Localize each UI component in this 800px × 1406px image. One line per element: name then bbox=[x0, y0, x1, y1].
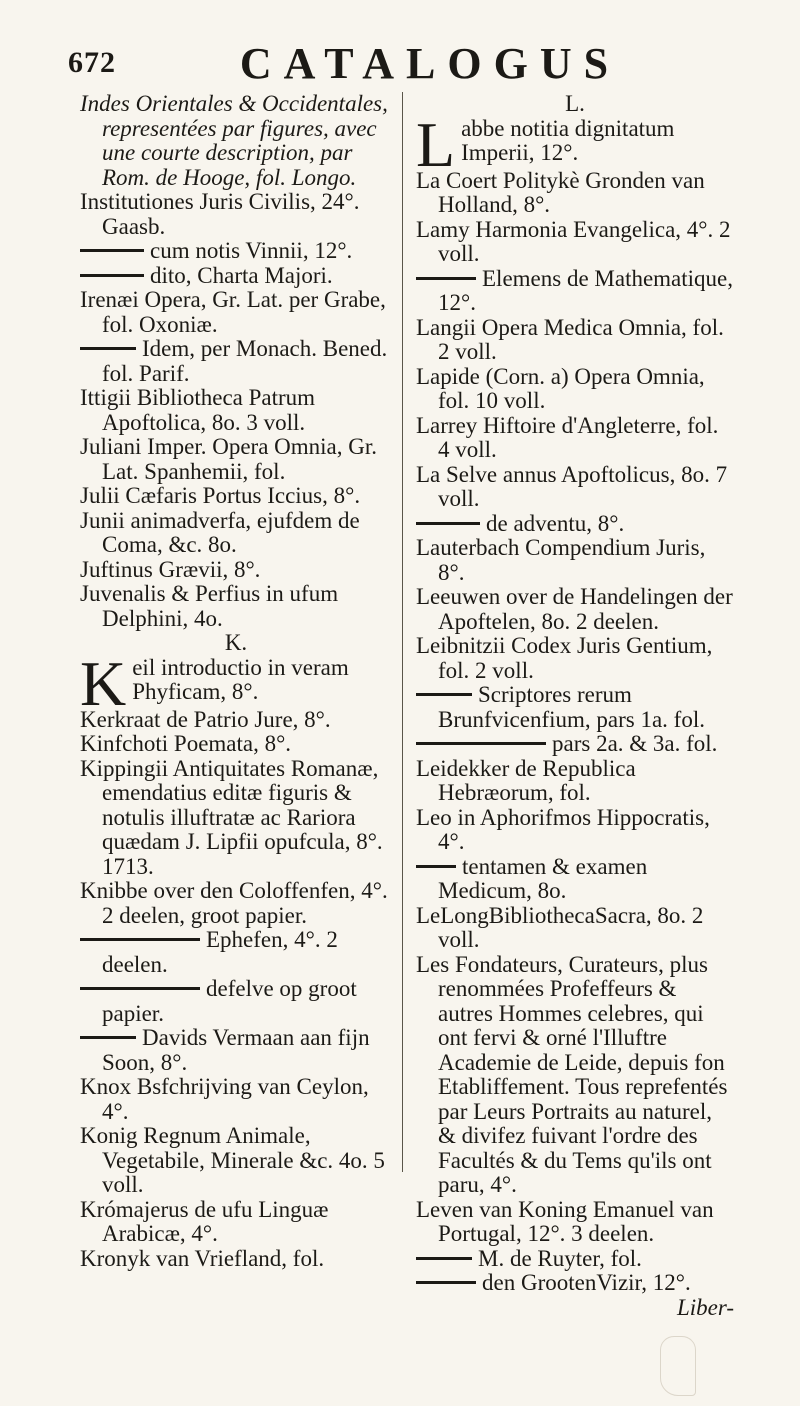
left-column bbox=[80, 92, 392, 1271]
entry-text: Ephefen, 4°. 2 deelen. bbox=[102, 927, 338, 977]
ditto-dash bbox=[80, 274, 144, 277]
entry-text: Juvenalis & Perfius in ufum Delphini, 4o. bbox=[80, 581, 339, 631]
entry-davids bbox=[80, 1026, 392, 1075]
ditto-dash bbox=[80, 249, 144, 252]
entry-text: dito, Charta Majori. bbox=[150, 262, 333, 288]
entry-text: Davids Vermaan aan fijn Soon, 8°. bbox=[102, 1025, 370, 1075]
entry-juvenalis bbox=[80, 582, 392, 631]
entry-text: Leo in Aphorifmos Hippocratis, 4°. bbox=[416, 804, 710, 854]
right-column bbox=[416, 92, 734, 1320]
entry-ittigii bbox=[80, 386, 392, 435]
entry-selve bbox=[416, 463, 734, 512]
entry-text: LeLongBibliothecaSacra, 8o. 2 voll. bbox=[416, 902, 704, 952]
entry-scriptores bbox=[416, 683, 734, 732]
entry-text: Juftinus Grævii, 8°. bbox=[80, 556, 261, 582]
entry-irenaei-idem bbox=[80, 337, 392, 386]
entry-junii bbox=[80, 509, 392, 558]
entry-juliani bbox=[80, 435, 392, 484]
entry-text: Irenæi Opera, Gr. Lat. per Grabe, fol. Oxoniæ. bbox=[80, 287, 386, 337]
entry-coert bbox=[416, 169, 734, 218]
entry-text: Institutiones Juris Civilis, 24°. Gaasb. bbox=[80, 189, 360, 239]
letter-k: K. bbox=[224, 630, 248, 655]
entry-langii bbox=[416, 316, 734, 365]
entry-text: Leibnitzii Codex Juris Gentium, fol. 2 voll. bbox=[416, 633, 713, 683]
entry-text: Lamy Harmonia Evangelica, 4°. 2 voll. bbox=[416, 216, 731, 266]
entry-text: tentamen & examen Medicum, 8o. bbox=[438, 853, 648, 903]
entry-vizir bbox=[416, 1271, 734, 1296]
entry-text: Kippingii Antiquitates Romanæ, emendatius editæ figuris & notulis illuftratæ ac Rariora quædam J. Lipfii opufcula, 8°. 1713. bbox=[80, 755, 383, 879]
ditto-dash bbox=[416, 742, 546, 745]
entry-text: Kerkraat de Patrio Jure, 8°. bbox=[80, 706, 331, 732]
entry-text: Knibbe over den Coloffenfen, 4°. 2 deelen, groot papier. bbox=[80, 878, 388, 928]
entry-kinfchoti bbox=[80, 732, 392, 757]
entry-text: Junii animadverfa, ejufdem de Coma, &c. 8o. bbox=[80, 507, 360, 557]
entry-justinus bbox=[80, 558, 392, 583]
entry-julii bbox=[80, 484, 392, 509]
entry-leibnitzii bbox=[416, 634, 734, 683]
entry-tentamen bbox=[416, 855, 734, 904]
entry-knox bbox=[80, 1075, 392, 1124]
entry-text: Knox Bsfchrijving van Ceylon, 4°. bbox=[80, 1074, 369, 1124]
entry-text: defelve op groot papier. bbox=[102, 976, 357, 1026]
entry-lamy bbox=[416, 218, 734, 267]
entry-text: Idem, per Monach. Bened. fol. Parif. bbox=[102, 336, 388, 386]
entry-kromajerus bbox=[80, 1198, 392, 1247]
page-title: CATALOGUS bbox=[239, 39, 621, 88]
entry-indes bbox=[80, 92, 392, 190]
entry-knibbe bbox=[80, 879, 392, 928]
entry-kerkraat bbox=[80, 708, 392, 733]
entry-text: den GrootenVizir, 12°. bbox=[482, 1270, 691, 1295]
entry-text: Juliani Imper. Opera Omnia, Gr. Lat. Spanhemii, fol. bbox=[80, 434, 378, 484]
entry-text: Lauterbach Compendium Juris, 8°. bbox=[416, 535, 706, 585]
entry-adventu bbox=[416, 512, 734, 537]
ditto-dash bbox=[416, 1281, 476, 1284]
catchword: Liber- bbox=[676, 1294, 734, 1320]
letter-l: L. bbox=[565, 91, 585, 116]
ditto-dash bbox=[416, 865, 456, 868]
drop-capital: L bbox=[416, 108, 456, 180]
entry-text: Konig Regnum Animale, Vegetabile, Minerale &c. 4o. 5 voll. bbox=[80, 1123, 385, 1197]
entry-text: Kinfchoti Poemata, 8°. bbox=[80, 731, 292, 756]
entry-ruyter bbox=[416, 1247, 734, 1272]
entry-text: eil introductio in veram Phyficam, 8°. bbox=[132, 654, 349, 704]
entry-text: abbe notitia dignitatum Imperii, 12°. bbox=[461, 115, 675, 165]
entry-leidekker bbox=[416, 757, 734, 806]
entry-konig bbox=[80, 1124, 392, 1198]
ditto-dash bbox=[80, 938, 200, 941]
ditto-dash bbox=[416, 1257, 472, 1260]
entry-vinnii bbox=[80, 239, 392, 264]
entry-text: Leven van Koning Emanuel van Portugal, 12°. 3 deelen. bbox=[416, 1196, 714, 1246]
entry-text: Langii Opera Medica Omnia, fol. 2 voll. bbox=[416, 314, 724, 364]
entry-text: Lapide (Corn. a) Opera Omnia, fol. 10 voll. bbox=[416, 363, 705, 413]
entry-charta bbox=[80, 264, 392, 289]
entry-text: M. de Ruyter, fol. bbox=[478, 1245, 642, 1271]
ditto-dash bbox=[80, 347, 136, 350]
entry-text: Kronyk van Vriefland, fol. bbox=[80, 1245, 325, 1271]
entry-fondateurs bbox=[416, 953, 734, 1198]
entry-larrey bbox=[416, 414, 734, 463]
ditto-dash bbox=[80, 987, 200, 990]
entry-text: Larrey Hiftoire d'Angleterre, fol. 4 voll. bbox=[416, 412, 719, 462]
entry-lelong bbox=[416, 904, 734, 953]
entry-defelve bbox=[80, 977, 392, 1026]
ditto-dash bbox=[416, 693, 472, 696]
entry-text: Scriptores rerum Brunfvicenfium, pars 1a. fol. bbox=[438, 682, 705, 732]
entry-text: La Selve annus Apoftolicus, 8o. 7 voll. bbox=[416, 461, 728, 511]
entry-text: La Coert Politykè Gronden van Holland, 8°. bbox=[416, 167, 705, 217]
ditto-dash bbox=[80, 1036, 136, 1039]
entry-ephefen bbox=[80, 928, 392, 977]
entry-lauterbach bbox=[416, 536, 734, 585]
entry-text: Les Fondateurs, Curateurs, plus renommées Profeffeurs & autres Hommes celebres, qui ont fervi & orné l'Illuftre Academie de Leide, depuis fon Etabliffement. Tous reprefentés par Leurs Portraits au naturel, & divifez fuivant l'ordre des Facultés & du Tems qu'ils ont paru, 4°. bbox=[416, 951, 728, 1197]
entry-text: pars 2a. & 3a. fol. bbox=[552, 731, 718, 756]
entry-leo bbox=[416, 806, 734, 855]
entry-text: de adventu, 8°. bbox=[486, 510, 625, 536]
entry-text: Krómajerus de ufu Linguæ Arabicæ, 4°. bbox=[80, 1196, 329, 1246]
paper-stain bbox=[660, 1336, 696, 1396]
entry-lapide bbox=[416, 365, 734, 414]
entry-text: Indes Orientales & Occidentales, representées par figures, avec une courte description, par Rom. de Hooge, fol. Longo. bbox=[80, 91, 388, 190]
ditto-dash bbox=[416, 522, 480, 525]
entry-text: Leeuwen over de Handelingen der Apoftelen, 8o. 2 deelen. bbox=[416, 584, 733, 634]
entry-text: Elemens de Mathematique, 12°. bbox=[438, 265, 734, 315]
drop-capital: K bbox=[80, 647, 127, 719]
ditto-dash bbox=[416, 277, 476, 280]
page-number: 672 bbox=[68, 46, 116, 79]
entry-kronyk bbox=[80, 1247, 392, 1272]
entry-kippingii bbox=[80, 757, 392, 880]
entry-elemens bbox=[416, 267, 734, 316]
entry-text: Ittigii Bibliotheca Patrum Apoftolica, 8o. 3 voll. bbox=[80, 385, 316, 435]
entry-irenaei bbox=[80, 288, 392, 337]
entry-text: Julii Cæfaris Portus Iccius, 8°. bbox=[80, 483, 361, 508]
entry-text: Leidekker de Republica Hebræorum, fol. bbox=[416, 755, 636, 805]
entry-institutiones bbox=[80, 190, 392, 239]
entry-leeuwen bbox=[416, 585, 734, 634]
entry-leven bbox=[416, 1198, 734, 1247]
column-divider bbox=[402, 92, 403, 1172]
entry-labbe bbox=[416, 108, 734, 180]
entry-text: cum notis Vinnii, 12°. bbox=[150, 238, 353, 263]
entry-pars bbox=[416, 732, 734, 757]
